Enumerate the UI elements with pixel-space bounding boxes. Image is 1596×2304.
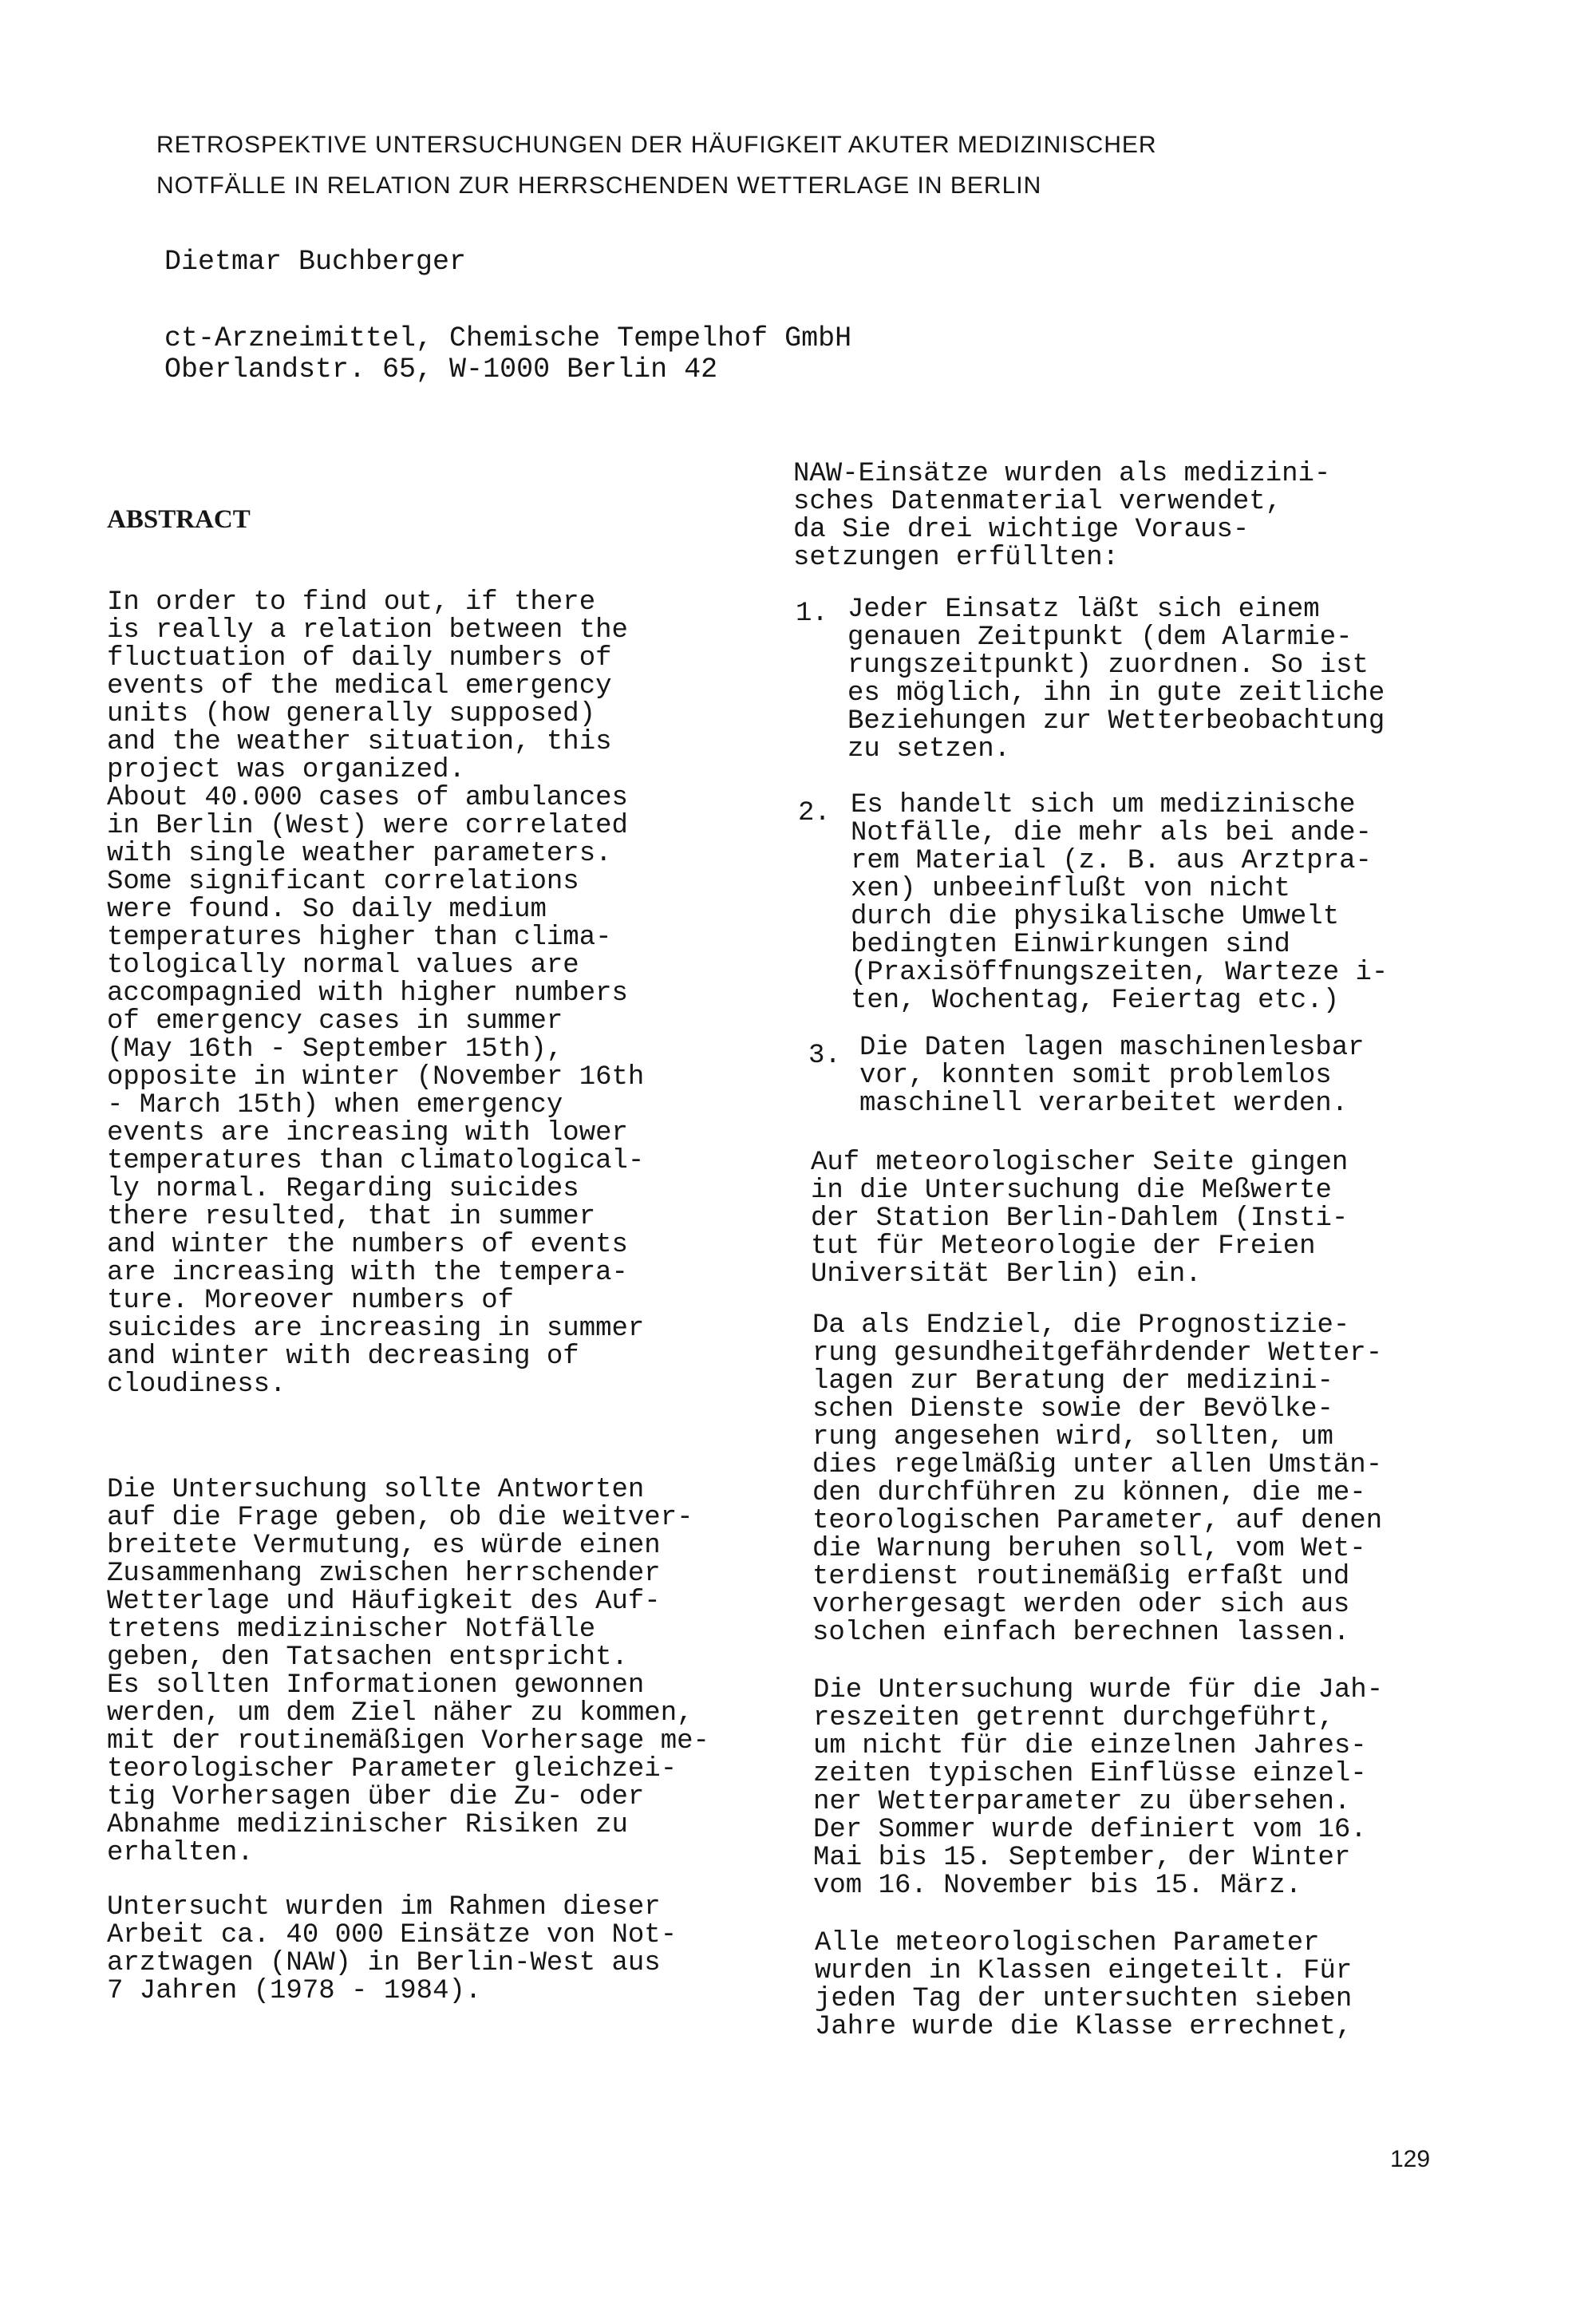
author-name: Dietmar Buchberger <box>164 246 467 278</box>
list-item-2: Es handelt sich um medizinische Notfälle, die mehr als bei ande- rem Material (z. B. aus Arztpra- xen) unbeeinflußt von nicht durch die physikalische Umwelt bedingten Einwirkungen sind (Praxisöffnungszeiten, Warteze i- ten, Wochentag, Feiertag etc.) <box>851 790 1389 1016</box>
list-item-1: Jeder Einsatz läßt sich einem genauen Zeitpunkt (dem Alarmie- rungszeitpunkt) zuordnen. So ist es möglich, ihn in gute zeitliche Beziehungen zur Wetterbeobachtung zu setzen. <box>847 595 1385 765</box>
body-paragraph-seasons: Die Untersuchung wurde für die Jah- reszeiten getrennt durchgeführt, um nicht für die einzelnen Jahres- zeiten typischen Einflüsse einzel- ner Wetterparameter zu übersehen. Der Sommer wurde definiert vom 16. Mai bis 15. September, der Winter vom 16. November bis 15. März. <box>813 1675 1384 1901</box>
body-paragraph-classes: Alle meteorologischen Parameter wurden in Klassen eingeteilt. Für jeden Tag der untersuchten sieben Jahre wurde die Klasse errechnet, <box>815 1928 1353 2042</box>
paper-title-line-1: RETROSPEKTIVE UNTERSUCHUNGEN DER HÄUFIGKEIT AKUTER MEDIZINISCHER <box>156 132 1157 158</box>
affiliation <box>164 323 851 385</box>
body-paragraph-naw: NAW-Einsätze wurden als medizini- sches Datenmaterial verwendet, da Sie drei wichtige Voraus- setzungen erfüllten: <box>793 459 1331 573</box>
abstract-heading: ABSTRACT <box>107 505 251 534</box>
paper-title-line-2: NOTFÄLLE IN RELATION ZUR HERRSCHENDEN WETTERLAGE IN BERLIN <box>156 172 1042 199</box>
list-item-3: Die Daten lagen maschinenlesbar vor, konnten somit problemlos maschinell verarbeitet werden. <box>859 1033 1365 1119</box>
abstract-text: In order to find out, if there is really a relation between the fluctuation of daily numbers of events of the medical emergency units (how generally supposed) and the weather situation, this project was organized. About 40.000 cases of ambulances in Berlin (West) were correlated with single weather parameters. Some significant correlations were found. So daily medium temperatures higher than clima- tologically normal values are accompagnied with higher numbers of emergency cases in summer (May 16th - September 15th), opposite in winter (November 16th - March 15th) when emergency events are increasing with lower temperatures than climatological- ly normal. Regarding suicides there resulted, that in summer and winter the numbers of events are increasing with the tempera- ture. Moreover numbers of suicides are increasing in summer and winter with decreasing of cloudiness. <box>107 587 645 1400</box>
list-number-1: 1. <box>796 599 828 629</box>
affiliation-line-1: ct-Arzneimittel, Chemische Tempelhof GmbH <box>164 322 852 354</box>
body-paragraph-goal: Da als Endziel, die Prognostizie- rung gesundheitgefährdender Wetter- lagen zur Beratung der medizini- schen Dienste sowie der Bevölke- rung angesehen wird, sollten, um dies regelmäßig unter allen Umstän- den durchführen zu können, die me- teorologischen Parameter, auf denen die Warnung beruhen soll, vom Wet- terdienst routinemäßig erfaßt und vorhergesagt werden oder sich aus solchen einfach berechnen lassen. <box>812 1310 1383 1648</box>
body-paragraph-meteorology: Auf meteorologischer Seite gingen in die Untersuchung die Meßwerte der Station Berlin-Dahlem (Insti- tut für Meteorologie der Freien Universität Berlin) ein. <box>811 1148 1349 1290</box>
affiliation-line-2: Oberlandstr. 65, W-1000 Berlin 42 <box>164 354 718 385</box>
list-number-2: 2. <box>798 798 831 828</box>
page-number: 129 <box>1390 2146 1431 2172</box>
list-number-3: 3. <box>808 1041 841 1071</box>
body-paragraph-intro: Die Untersuchung sollte Antworten auf die Frage geben, ob die weitver- breitete Vermutung, es würde einen Zusammenhang zwischen herrschender Wetterlage und Häufigkeit des Auf- tretens medizinischer Notfälle geben, den Tatsachen entspricht. Es sollten Informationen gewonnen werden, um dem Ziel näher zu kommen, mit der routinemäßigen Vorhersage me- teorologischer Parameter gleichzei- tig Vorhersagen über die Zu- oder Abnahme medizinischer Risiken zu erhalten. <box>107 1475 709 1868</box>
body-paragraph-data: Untersucht wurden im Rahmen dieser Arbeit ca. 40 000 Einsätze von Not- arztwagen (NAW) in Berlin-West aus 7 Jahren (1978 - 1984). <box>107 1892 678 2006</box>
